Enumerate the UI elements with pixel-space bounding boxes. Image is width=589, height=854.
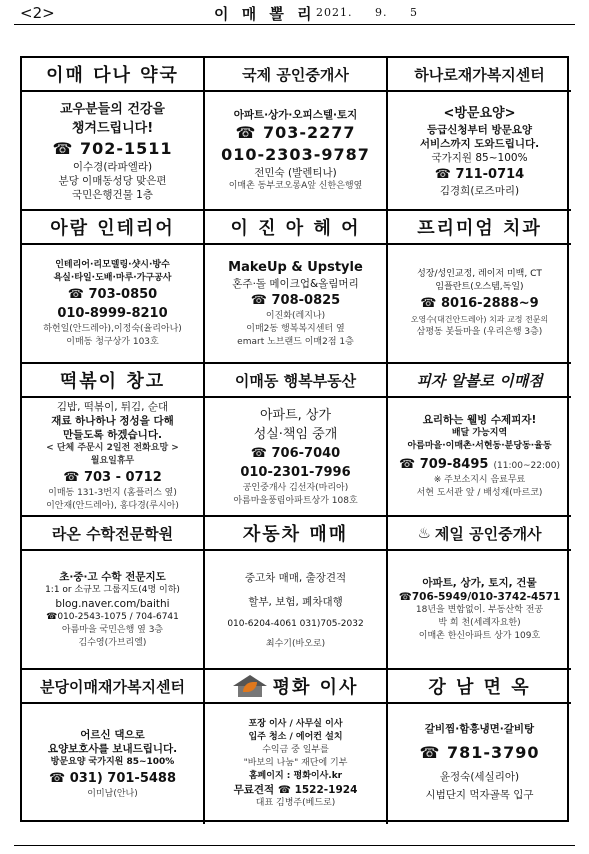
- ad-realestate-gukje: [205, 58, 388, 211]
- ad-pharmacy: [22, 58, 205, 211]
- ad-line: 할부, 보험, 폐차대행: [248, 595, 343, 608]
- ad-grid: [20, 56, 569, 822]
- ad-line: ※ 주보소지시 음료무료: [433, 475, 526, 485]
- ad-raon-math: [22, 517, 205, 670]
- phone-number: ☎ 708-0825: [250, 293, 341, 308]
- ad-line: 중고차 매매, 출장견적: [244, 571, 347, 584]
- ad-address: 이매동 131-3번지 (홈플러스 옆): [48, 488, 177, 498]
- phone-number: ☎010-2543-1075 / 704-6741: [46, 611, 179, 622]
- phone-number: ☎ 703 - 0712: [63, 470, 162, 485]
- ad-contact: 김수영(가브리엘): [78, 637, 147, 648]
- page-number: <2>: [20, 4, 55, 22]
- ad-contact: 대표 김병주(베드로): [255, 798, 336, 808]
- ad-line: 아파트, 상가: [259, 407, 332, 423]
- ad-line: 요리하는 웰빙 수제피자!: [422, 414, 537, 426]
- ad-line: 월요일휴무: [90, 456, 135, 466]
- ad-address: 시범단지 먹자골목 입구: [425, 789, 534, 801]
- ad-contact: 하헌일(안드레아),이정숙(율리아나): [43, 323, 182, 334]
- ad-line: 국가지원 85~100%: [431, 151, 528, 164]
- ad-title: 자동차 매매: [205, 517, 386, 551]
- ad-line: "바보의 나눔" 재단에 기부: [243, 758, 348, 768]
- ad-blog-url: blog.naver.com/baithi: [55, 597, 170, 610]
- ad-line: 아파트·상가·오피스텔·토지: [233, 109, 358, 121]
- ad-title: 떡볶이 창고: [22, 364, 203, 398]
- ad-line: 김밥, 떡볶이, 튀김, 순대: [56, 401, 169, 413]
- ad-line: 아파트, 상가, 토지, 건물: [422, 577, 537, 589]
- ad-line: 임플란트(오스템,독일): [435, 282, 524, 292]
- ad-line: 서비스까지 도와드립니다.: [419, 137, 540, 150]
- ad-line: 18년을 변함없이. 부동산학 전공: [415, 605, 544, 615]
- ad-line: 갈비찜·함흥냉면·갈비탕: [424, 723, 535, 735]
- phone-number: ☎ 8016-2888~9: [420, 296, 539, 311]
- ad-address: 이매2동 행복복지센터 옆: [246, 324, 345, 334]
- phone-number: ☎ 706-7040: [250, 445, 341, 461]
- phone-number: ☎706-5949/010-3742-4571: [398, 591, 561, 603]
- footer-rule: [14, 845, 575, 846]
- page-header: [0, 0, 589, 30]
- ad-line: <방문요양>: [443, 105, 516, 121]
- phone-number: ☎ 781-3790: [419, 743, 540, 762]
- ad-title: 이매동 행복부동산: [205, 364, 386, 398]
- ad-contact: 공인중개사 김선자(마리아): [242, 482, 349, 493]
- ad-title: 국제 공인중개사: [205, 58, 386, 92]
- ad-line: 방문요양 국가지원 85~100%: [50, 756, 175, 767]
- ad-title-text: 제일 공인중개사: [434, 524, 542, 543]
- phone-number: ☎ 702-1511: [52, 138, 173, 158]
- ad-contact: 이미남(안나): [87, 788, 138, 799]
- ad-line: MakeUp & Upstyle: [228, 260, 363, 275]
- ad-line: 인테리어·리모델링·샷시·방수: [55, 259, 170, 270]
- ad-line: 챙겨드립니다!: [71, 120, 154, 136]
- hand-bell-icon: ♨: [417, 524, 431, 542]
- ad-line: < 단체 주문시 2일전 전화요망 >: [46, 443, 179, 453]
- ad-address: 아름마을풍림아파트상가 108호: [233, 495, 358, 506]
- phone-number: ☎ 709-8495: [399, 457, 489, 472]
- ad-line: 만들도록 하겠습니다.: [63, 429, 162, 441]
- ad-title: 라온 수학전문학원: [22, 517, 203, 551]
- ad-contact: 이진화(레지나): [265, 311, 326, 321]
- ad-line: 수익금 중 일부를: [262, 745, 329, 755]
- ad-title: 이매 다나 약국: [22, 58, 203, 92]
- ad-jeil-realestate: [388, 517, 571, 670]
- ad-gangnam-myeonok: [388, 670, 571, 824]
- header-rule: [14, 24, 575, 25]
- ad-line: 어르신 댁으로: [80, 728, 145, 741]
- ad-car-sales: [205, 517, 388, 670]
- business-hours: (11:00~22:00): [493, 461, 560, 471]
- ad-title: 분당이매재가복지센터: [22, 670, 203, 704]
- bulletin-date: 2021. 9. 5: [316, 6, 418, 19]
- ad-homepage: 홈페이지 : 평화이사.kr: [248, 771, 343, 781]
- ad-title: 피자 알볼로 이매점: [388, 364, 571, 398]
- ad-line: 배달 가능지역: [451, 428, 508, 438]
- ad-address: 분당 이매동성당 맞은편: [58, 174, 167, 187]
- ad-hanaro-care: [388, 58, 571, 211]
- ad-contact: 오영수(대건안드레아) 치과 교정 전문의: [410, 315, 549, 324]
- ad-line: 성실·책임 중개: [253, 426, 338, 442]
- ad-title: [205, 670, 386, 704]
- ad-title: [388, 517, 571, 551]
- ad-title: 강 남 면 옥: [388, 670, 571, 704]
- ad-address: 서현 도서관 앞 / 배성재(마르코): [416, 488, 543, 498]
- ad-title: 이 진 아 헤 어: [205, 211, 386, 245]
- ad-contact: 이수경(라파엘라): [72, 160, 153, 173]
- ad-address: 삼평동 봇들마을 (우리은행 3층): [416, 327, 543, 337]
- ad-address: 이매촌 동부코오롱A앞 신한은행옆: [228, 181, 363, 191]
- ad-address: 아름마을 국민은행 옆 3층: [61, 624, 164, 635]
- ad-line: 재료 하나하나 정성을 다해: [51, 415, 174, 427]
- bulletin-title: 이 매 뽈 리: [214, 5, 316, 23]
- ad-address: emart 노브랜드 이매2점 1층: [237, 337, 354, 347]
- ad-pizza-alvolo: [388, 364, 571, 517]
- ad-address: 국민은행건물 1층: [71, 188, 154, 201]
- ad-line: 입주 청소 / 에어컨 설치: [248, 732, 343, 742]
- ad-contact: 박 희 천(세례자요한): [438, 618, 521, 628]
- phone-number: 무료견적 ☎ 1522-1924: [233, 784, 358, 796]
- ad-title: 아람 인테리어: [22, 211, 203, 245]
- ad-line: 요양보호사를 보내드립니다.: [47, 742, 178, 755]
- ad-tteokbokki: [22, 364, 205, 517]
- ad-contact: 이안재(안드레아), 홍다경(루시아): [46, 501, 179, 511]
- ad-contact: 전민숙 (발렌티나): [254, 167, 337, 179]
- ad-title: 프리미엄 치과: [388, 211, 571, 245]
- ad-contact: 윤정숙(세실리아): [439, 771, 520, 783]
- ad-premium-dental: [388, 211, 571, 364]
- ad-leejina-hair: [205, 211, 388, 364]
- ad-line: 초·중·고 수학 전문지도: [59, 570, 166, 583]
- mobile-number: 010-2303-9787: [221, 145, 370, 164]
- ad-line: 교우분들의 건강을: [60, 101, 165, 117]
- phone-number: ☎ 031) 701-5488: [48, 770, 177, 786]
- ad-line: 아름마을·이매촌·서현동·분당동·율동: [407, 441, 552, 451]
- phone-number: 010-6204-4061 031)705-2032: [227, 618, 364, 629]
- ad-line: 1:1 or 소규모 그룹지도(4명 이하): [45, 584, 180, 595]
- ad-bundang-care: [22, 670, 205, 824]
- ad-line: 욕실·타일·도배·마루·가구공사: [53, 272, 172, 283]
- ad-title-text: 평화 이사: [272, 677, 359, 698]
- ad-aram-interior: [22, 211, 205, 364]
- ad-address: 이매촌 한신아파트 상가 109호: [418, 631, 541, 641]
- phone-number: ☎ 711-0714: [434, 166, 525, 182]
- ad-line: 등급신청부터 방문요양: [426, 123, 533, 136]
- mobile-number: 010-8999-8210: [57, 305, 168, 321]
- ad-title: 하나로재가복지센터: [388, 58, 571, 92]
- ad-contact: 최수기(바오로): [265, 638, 326, 649]
- ad-haengbok-realestate: [205, 364, 388, 517]
- ad-address: 이매동 청구상가 103호: [66, 336, 159, 347]
- ad-contact: 김경희(로즈마리): [439, 184, 520, 197]
- house-logo-icon: [233, 675, 267, 697]
- ad-line: 성장/성인교정, 레이저 미백, CT: [417, 269, 542, 279]
- phone-number: ☎ 703-0850: [67, 286, 158, 302]
- ad-line: 혼주·돌 메이크업&올림머리: [232, 278, 359, 290]
- mobile-number: 010-2301-7996: [240, 464, 351, 480]
- ad-line: 포장 이사 / 사무실 이사: [248, 719, 343, 729]
- ad-pyeonghwa-moving: [205, 670, 388, 824]
- phone-number: ☎ 703-2277: [235, 123, 356, 142]
